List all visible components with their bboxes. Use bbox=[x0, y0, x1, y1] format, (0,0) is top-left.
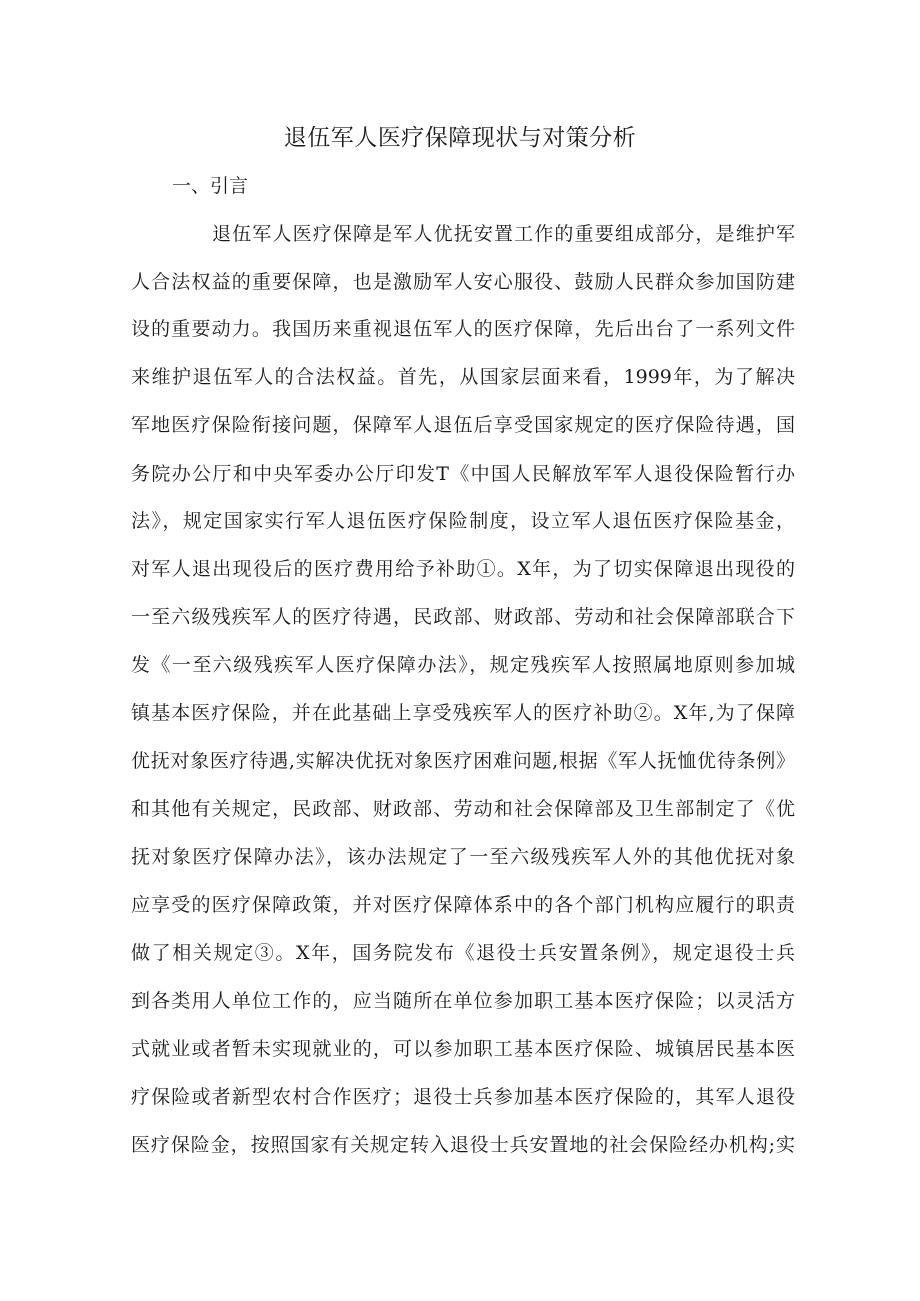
section-heading-introduction: 一、引言 bbox=[172, 175, 249, 197]
paragraph-line-8: 对军人退出现役后的医疗费用给予补助①。X年，为了切实保障退出现役的 bbox=[131, 558, 795, 580]
paragraph-line-6: 务院办公厅和中央军委办公厅印发T《中国人民解放军军人退役保险暂行办 bbox=[131, 463, 795, 485]
paragraph-line-3: 设的重要动力。我国历来重视退伍军人的医疗保障，先后出台了一系列文件 bbox=[131, 318, 795, 340]
paragraph-line-17: 到各类用人单位工作的，应当随所在单位参加职工基本医疗保险；以灵活方 bbox=[131, 990, 795, 1012]
paragraph-line-10: 发《一至六级残疾军人医疗保障办法》，规定残疾军人按照属地原则参加城 bbox=[131, 654, 795, 676]
paragraph-line-16: 做了相关规定③。X年，国务院发布《退役士兵安置条例》，规定退役士兵 bbox=[131, 942, 795, 964]
paragraph-line-7: 法》，规定国家实行军人退伍医疗保险制度，设立军人退伍医疗保险基金， bbox=[131, 510, 795, 532]
paragraph-line-11: 镇基本医疗保险，并在此基础上享受残疾军人的医疗补助②。X年,为了保障 bbox=[131, 702, 795, 724]
paragraph-line-20: 医疗保险金，按照国家有关规定转入退役士兵安置地的社会保险经办机构;实 bbox=[131, 1134, 795, 1156]
paragraph-line-19: 疗保险或者新型农村合作医疗；退役士兵参加基本医疗保险的，其军人退役 bbox=[131, 1086, 795, 1108]
paragraph-line-5: 军地医疗保险衔接问题，保障军人退伍后享受国家规定的医疗保险待遇，国 bbox=[131, 414, 795, 436]
paragraph-line-15: 应享受的医疗保障政策，并对医疗保障体系中的各个部门机构应履行的职责 bbox=[131, 894, 795, 916]
paragraph-line-12: 优抚对象医疗待遇,实解决优抚对象医疗困难问题,根据《军人抚恤优待条例》 bbox=[131, 750, 795, 772]
paragraph-line-1: 退伍军人医疗保障是军人优抚安置工作的重要组成部分，是维护军 bbox=[212, 223, 795, 245]
paragraph-line-4: 来维护退伍军人的合法权益。首先，从国家层面来看，1999年，为了解决 bbox=[131, 366, 795, 388]
paragraph-line-18: 式就业或者暂未实现就业的，可以参加职工基本医疗保险、城镇居民基本医 bbox=[131, 1038, 795, 1060]
paragraph-line-9: 一至六级残疾军人的医疗待遇，民政部、财政部、劳动和社会保障部联合下 bbox=[131, 606, 795, 628]
paragraph-line-2: 人合法权益的重要保障，也是激励军人安心服役、鼓励人民群众参加国防建 bbox=[131, 271, 795, 293]
document-title: 退伍军人医疗保障现状与对策分析 bbox=[283, 125, 637, 151]
paragraph-line-13: 和其他有关规定，民政部、财政部、劳动和社会保障部及卫生部制定了《优 bbox=[131, 798, 795, 820]
paragraph-line-14: 抚对象医疗保障办法》，该办法规定了一至六级残疾军人外的其他优抚对象 bbox=[131, 846, 795, 868]
